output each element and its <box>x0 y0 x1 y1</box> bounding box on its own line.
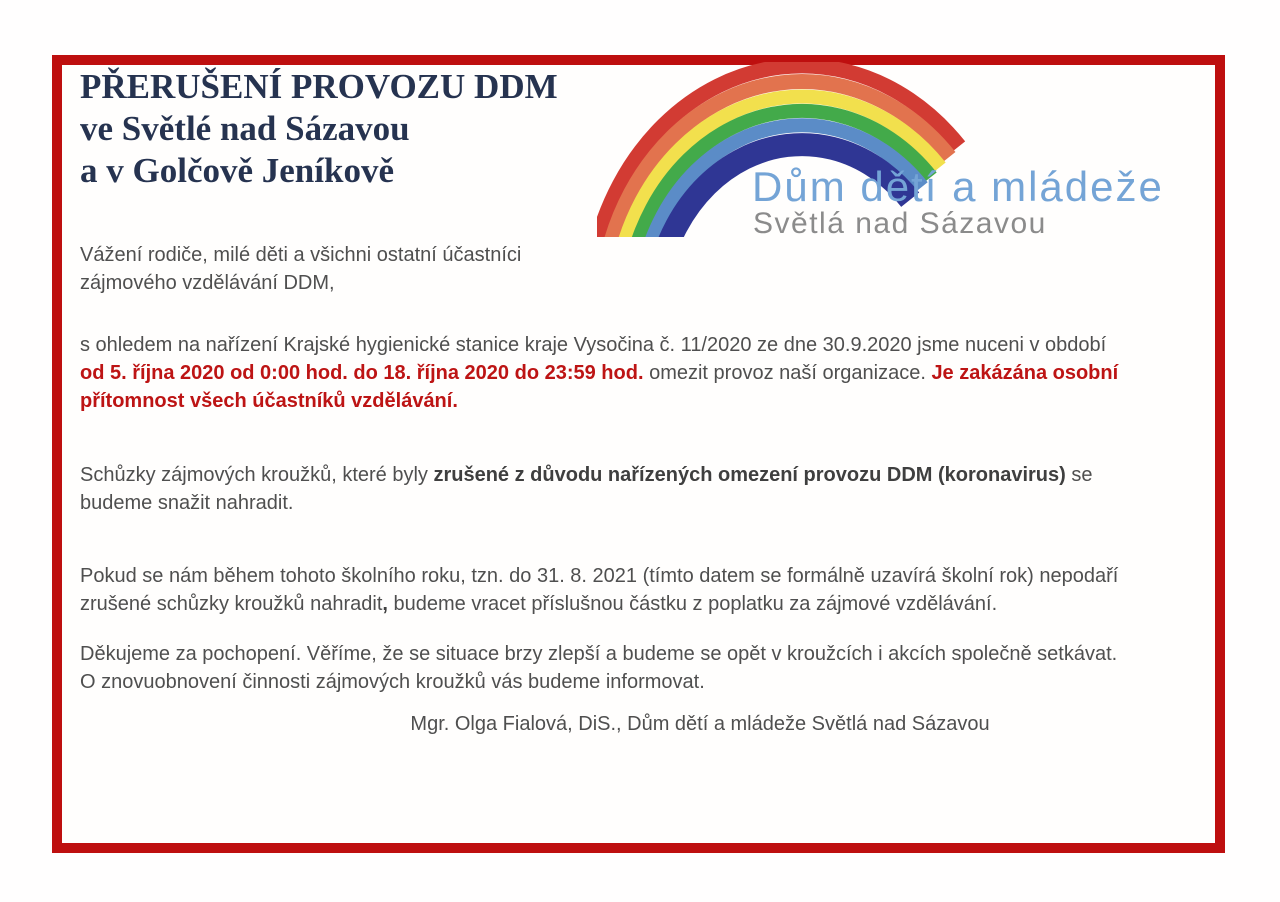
closure-dates-text: od 5. října 2020 od 0:00 hod. do 18. října 2020 do 23:59 hod. <box>80 362 644 384</box>
refund-text-2c: budeme vracet příslušnou částku z poplatku za zájmové vzdělávání. <box>387 593 998 615</box>
thanks-text-1: Děkujeme za pochopení. Věříme, že se situace brzy zlepší a budeme se opět v kroužcích i akcích společně setkávat. <box>80 643 1118 665</box>
title-line-1: PŘERUŠENÍ PROVOZU DDM <box>80 67 558 106</box>
ban-start-text: Je zakázána osobní <box>931 362 1119 384</box>
paragraph-5-line-1 <box>80 640 1117 668</box>
meetings-text-2: budeme snažit nahradit. <box>80 492 294 514</box>
paragraph-1-line-2 <box>80 269 335 297</box>
greeting-text-2: zájmového vzdělávání DDM, <box>80 272 335 294</box>
meetings-text-a: Schůzky zájmových kroužků, které byly <box>80 464 434 486</box>
paragraph-4-line-1 <box>80 562 1118 590</box>
signature-text: Mgr. Olga Fialová, DiS., Dům dětí a mládeže Světlá nad Sázavou <box>410 713 990 735</box>
refund-text-1: Pokud se nám během tohoto školního roku, tzn. do 31. 8. 2021 (tímto datem se formálně uzavírá školní rok) nepodaří <box>80 565 1119 587</box>
paragraph-2-line-3 <box>80 387 458 415</box>
logo-name: Dům dětí a mládeže <box>752 163 1164 210</box>
refund-bold-comma: , <box>382 593 388 615</box>
meetings-text-c: se <box>1065 464 1093 486</box>
meetings-cancelled-text: zrušené z důvodu nařízených omezení provozu DDM (koronavirus) <box>433 464 1066 486</box>
paragraph-1-line-1 <box>80 241 521 269</box>
paragraph-5-line-2 <box>80 668 705 696</box>
paragraph-2-line-1 <box>80 331 1106 359</box>
closure-middle-text: omezit provoz naší organizace. <box>643 362 932 384</box>
regulation-text: s ohledem na nařízení Krajské hygienické stanice kraje Vysočina č. 11/2020 ze dne 30.9.2020 jsme nuceni v období <box>80 334 1107 356</box>
paragraph-3-line-2 <box>80 489 293 517</box>
paragraph-4-line-2 <box>80 590 997 618</box>
ban-end-text: přítomnost všech účastníků vzdělávání. <box>80 390 458 412</box>
title-line-3: a v Golčově Jeníkově <box>80 151 394 190</box>
title-line-2: ve Světlé nad Sázavou <box>80 109 410 148</box>
paragraph-2-line-2 <box>80 359 1118 387</box>
page-title <box>80 66 558 192</box>
greeting-text: Vážení rodiče, milé děti a všichni ostatní účastníci <box>80 244 522 266</box>
logo-subtitle: Světlá nad Sázavou <box>753 207 1047 240</box>
paragraph-3-line-1 <box>80 461 1092 489</box>
thanks-text-2: O znovuobnovení činnosti zájmových kroužků vás budeme informovat. <box>80 671 705 693</box>
signature-line <box>160 710 1240 738</box>
refund-text-2a: zrušené schůzky kroužků nahradit <box>80 593 383 615</box>
